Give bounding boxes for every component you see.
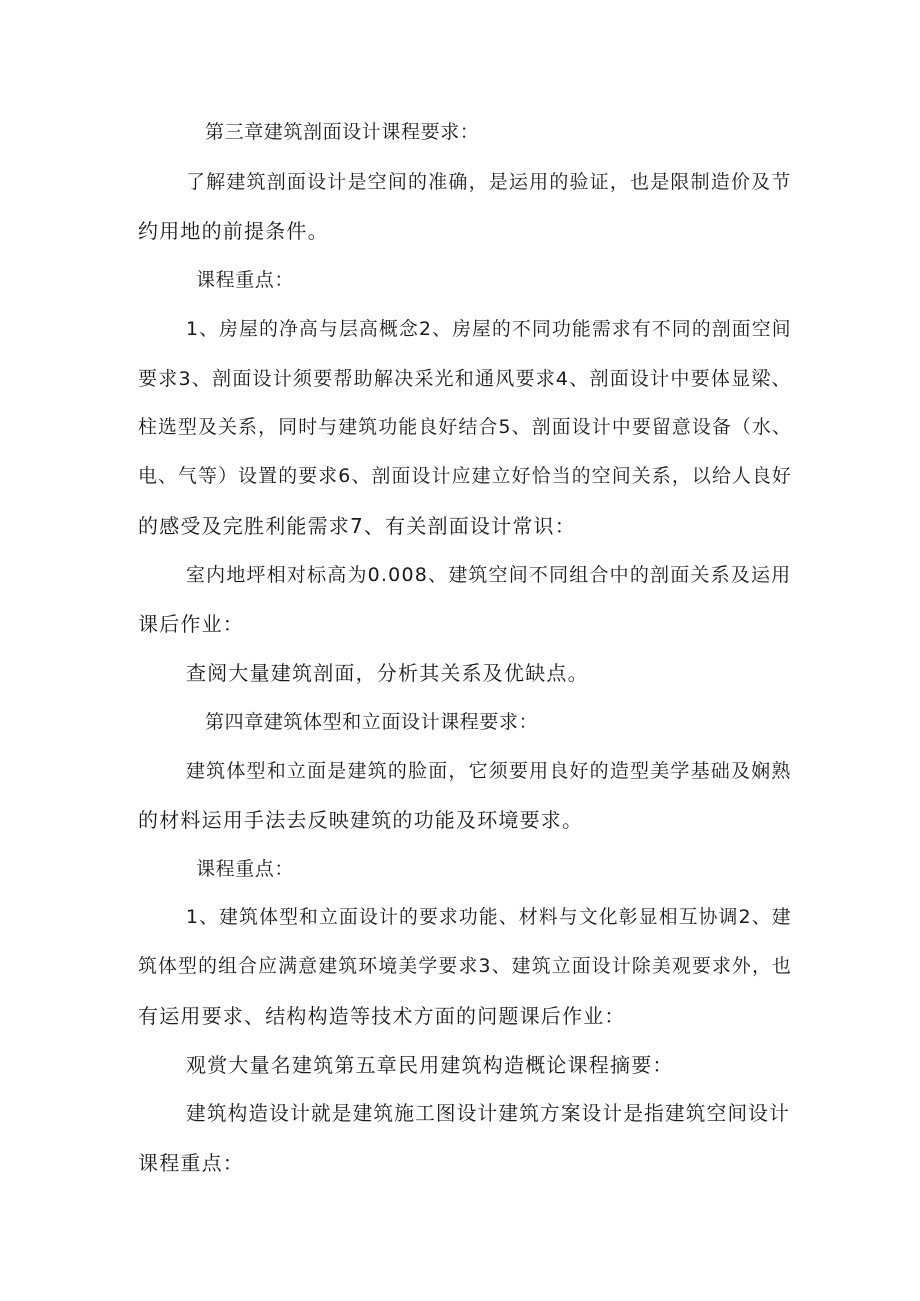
paragraph-line: 要求3、剖面设计须要帮助解决采光和通风要求4、剖面设计中要体显梁、 xyxy=(138,368,792,390)
paragraph-line: 1、建筑体型和立面设计的要求功能、材料与文化彰显相互协调2、建 xyxy=(186,907,792,928)
paragraph-line: 约用地的前提条件。 xyxy=(138,219,329,243)
paragraph-line: 有运用要求、结构构造等技术方面的问题课后作业： xyxy=(138,1004,626,1028)
paragraph-line: 电、气等）设置的要求6、剖面设计应建立好恰当的空间关系，以给人良好 xyxy=(138,466,793,487)
paragraph-line: 建筑构造设计就是建筑施工图设计建筑方案设计是指建筑空间设计 xyxy=(186,1102,790,1125)
section-heading: 课程重点： xyxy=(196,858,295,880)
paragraph-line: 的材料运用手法去反映建筑的功能及环境要求。 xyxy=(138,808,584,832)
paragraph-line: 的感受及完胜利能需求7、有关剖面设计常识： xyxy=(138,514,576,538)
paragraph-line: 室内地坪相对标高为0.008、建筑空间不同组合中的剖面关系及运用 xyxy=(186,564,792,586)
paragraph-line: 柱选型及关系，同时与建筑功能良好结合5、剖面设计中要留意设备（水、 xyxy=(138,417,793,438)
paragraph-line: 了解建筑剖面设计是空间的准确，是运用的验证，也是限制造价及节 xyxy=(186,171,792,193)
section-heading: 课程重点： xyxy=(138,1151,244,1175)
paragraph-line: 查阅大量建筑剖面，分析其关系及优缺点。 xyxy=(186,661,589,685)
paragraph-line: 建筑体型和立面是建筑的脸面，它须要用良好的造型美学基础及娴熟 xyxy=(186,760,792,782)
paragraph-line: 筑体型的组合应满意建筑环境美学要求3、建筑立面设计除美观要求外，也 xyxy=(138,956,793,977)
chapter-3-title: 第三章建筑剖面设计课程要求： xyxy=(205,121,480,143)
paragraph-line: 1、房屋的净高与层高概念2、房屋的不同功能需求有不同的剖面空间 xyxy=(186,319,792,340)
chapter-4-title: 第四章建筑体型和立面设计课程要求： xyxy=(205,711,539,733)
section-heading: 课后作业： xyxy=(138,612,244,636)
paragraph-line: 观赏大量名建筑第五章民用建筑构造概论课程摘要： xyxy=(186,1053,674,1077)
section-heading: 课程重点： xyxy=(196,269,295,291)
